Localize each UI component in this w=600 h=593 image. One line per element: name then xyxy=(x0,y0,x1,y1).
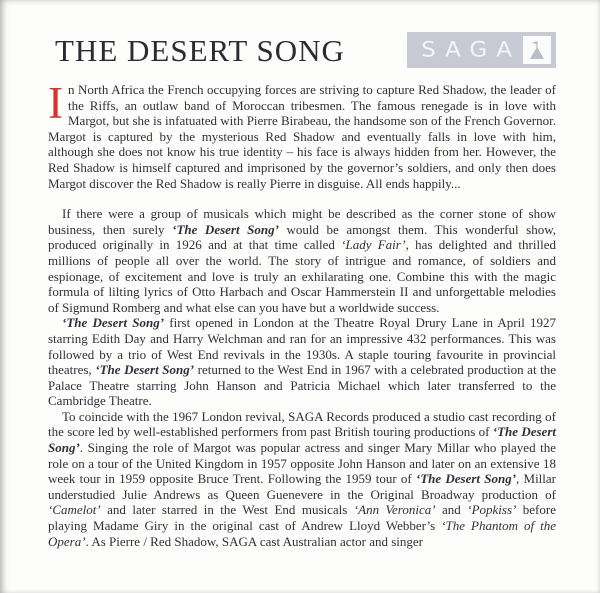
text-run: ‘Ann Veronica’ xyxy=(353,502,436,518)
text-run: ‘The Desert Song’ xyxy=(172,221,279,237)
paragraph-synopsis xyxy=(48,78,556,191)
paragraph-saga-recording xyxy=(48,409,556,549)
saga-logo-label: SAGA xyxy=(421,37,521,62)
article-body xyxy=(48,78,557,549)
text-run: and later starred in the West End musicals xyxy=(100,502,354,518)
text-run: ‘The Desert Song’ xyxy=(62,315,165,331)
text-run: and xyxy=(435,502,468,518)
text-run: would be amongst them. This wonderful show, produced originally in 1926 and at that time called xyxy=(48,221,556,253)
text-run: , Millar understudied Julie Andrews as Queen Guenevere in the Original Broadway production of xyxy=(48,471,557,502)
paragraph-history-london xyxy=(48,315,556,409)
text-run: first opened in London at the Theatre Royal Drury Lane in April 1927 starring Edith Day and Harry Welchman and ran for an impressive 432 performances. This was followed by a trio of West End revivals in the 1930s. A staple touring favourite in provincial theatres, xyxy=(48,315,557,378)
text-run: ‘Camelot’ xyxy=(48,502,101,518)
text-run: If there were a group of musicals which might be described as the corner stone of show business, then surely xyxy=(48,206,556,237)
saga-logo xyxy=(407,32,556,68)
mountain-flag-icon xyxy=(523,36,551,64)
text-run: To coincide with the 1967 London revival, SAGA Records produced a studio cast recording of the score led by well-established performers from past British touring productions of xyxy=(48,408,556,440)
page-title: THE DESERT SONG xyxy=(55,32,345,68)
text-run: . Singing the role of Margot was popular actress and singer Mary Millar who played the role on a tour of the United Kingdom in 1957 opposite John Hanson and later on an extensive 18 week tour in 1959 opposite Bruce Trent. Following the 1959 tour of xyxy=(48,440,556,487)
text-run: ‘The Desert Song’ xyxy=(95,362,195,378)
text-run: returned to the West End in 1967 with a celebrated production at the Palace Theatre starring John Hanson and Patricia Michael which later transferred to the Cambridge Theatre. xyxy=(48,362,557,409)
text-run: n North Africa the French occupying forces are striving to capture Red Shadow, the leader of the Riffs, an outlaw band of Moroccan tribesmen. The famous renegade is in love with Margot, but she is infatuated with Pierre Birabeau, the handsome son of the French Governor. Margot is captured by the mysterious Red Shadow and eventually falls in love with him, although she does not know his true identity – his face is always hidden from her. However, the Red Shadow is himself captured and imprisoned by the governor’s soldiers, and only then does Margot discover the Red Shadow is really Pierre in disguise. All ends happily... xyxy=(48,82,556,191)
paragraph-history-origins xyxy=(48,206,556,315)
text-run: ‘The Phantom of the Opera’ xyxy=(48,518,557,549)
text-run: ‘The Desert Song’ xyxy=(415,471,517,487)
text-run: , has delighted and thrilled millions of people all over the world. The story of intrigue and romance, of soldiers and espionage, of excitement and love is truly an exhilarating one. Combine this with the magic formula of lilting lyrics of Otto Harbach and Oscar Hammerstein II and unforgettable melodies of Sigmund Romberg and what else can you have but a worldwide success. xyxy=(48,237,556,315)
text-run: before playing Madame Giry in the original cast of Andrew Lloyd Webber’s xyxy=(48,502,556,534)
drop-cap: I xyxy=(48,78,63,128)
page-header xyxy=(48,32,556,68)
text-run: ‘The Desert Song’ xyxy=(48,424,556,456)
text-run: . As Pierre / Red Shadow, SAGA cast Australian actor and singer xyxy=(85,533,424,549)
text-run: ‘Popkiss’ xyxy=(467,502,517,518)
text-run: ‘Lady Fair’ xyxy=(341,237,406,253)
